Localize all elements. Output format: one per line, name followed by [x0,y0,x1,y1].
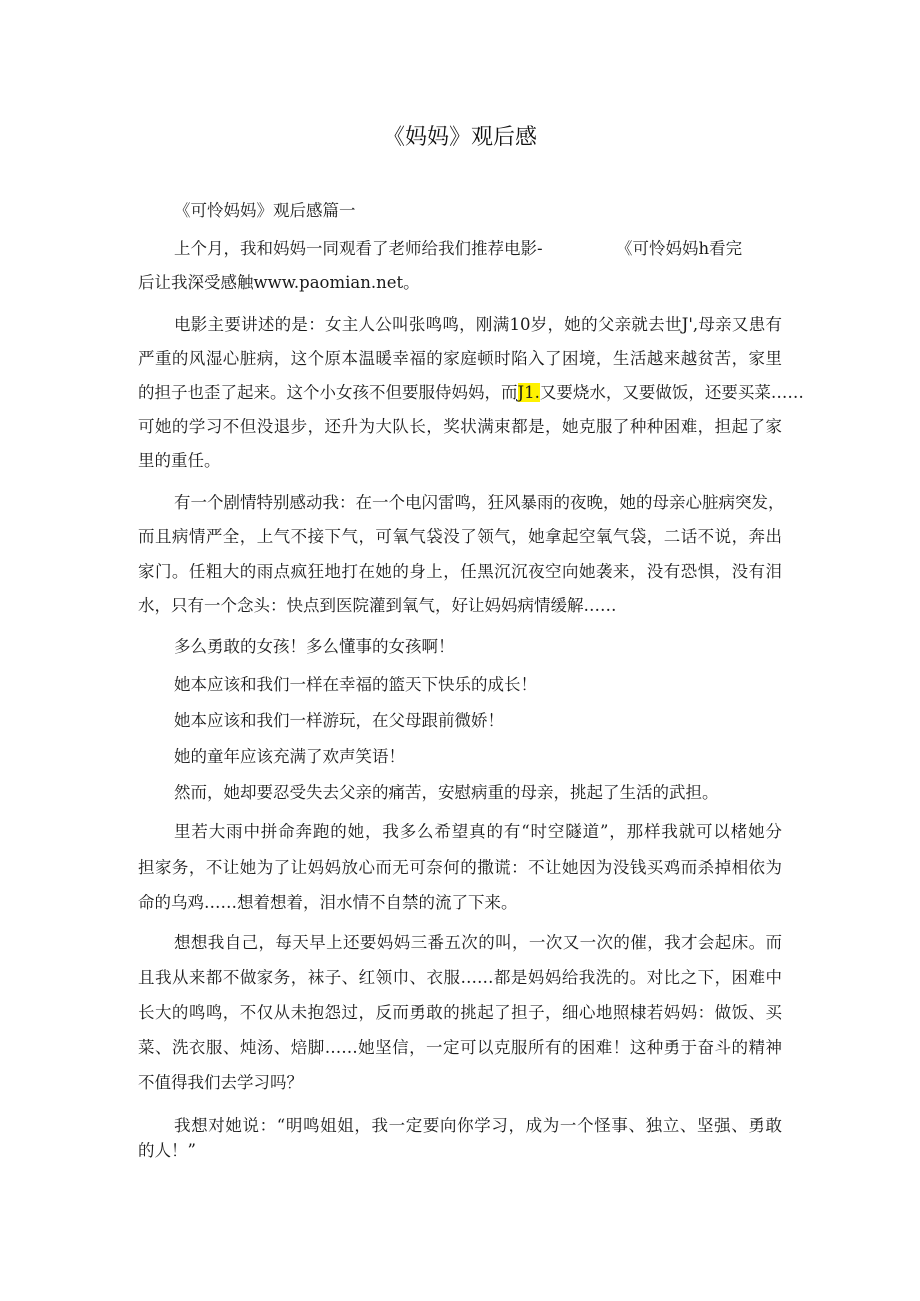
document-title: 《妈妈》观后感 [382,125,537,150]
paragraph-1-line-2: 后让我深受感触www.paomian.net。 [138,273,420,292]
paragraph-10-line-2: 且我从来都不做家务，袜子、红领巾、衣服……都是妈妈给我洗的。对比之下，困难中 [138,968,782,987]
paragraph-7: 她的童年应该充满了欢声笑语！ [174,747,405,766]
paragraph-9-line-1: 里若大雨中拼命奔跑的她，我多么希望真的有“时空隧道”，那样我就可以楮她分 [174,822,782,841]
paragraph-10-line-3: 长大的鸣鸣，不仅从未抱怨过，反而勇敢的挑起了担子，细心地照棣若妈妈：做饭、买 [138,1003,782,1022]
paragraph-2-line-4: 可她的学习不但没退步，还升为大队长，奖状满束都是，她克服了种种困难，担起了家 [138,417,782,436]
paragraph-2-line-2: 严重的风湿心脏病，这个原本温暖幸福的家庭顿时陷入了困境，生活越来越贫苦，家里 [138,349,782,368]
paragraph-11-line-2: 的人！” [138,1141,196,1160]
paragraph-2-line-3-text-b: 又要烧水，又要做饭，还要买菜…… [539,383,804,402]
paragraph-5: 她本应该和我们一样在幸福的篮天下快乐的成长！ [174,675,537,694]
paragraph-1-line-1b: 《可怜妈妈h看完 [616,239,743,258]
paragraph-10-line-5: 不值得我们去学习吗？ [138,1073,303,1092]
paragraph-10-line-4: 菜、洗衣服、炖汤、焙脚……她坚信，一定可以克服所有的困难！这种勇于奋斗的精神 [138,1038,782,1057]
paragraph-9-line-3: 命的乌鸡……想着想着，泪水情不自禁的流了下来。 [138,893,518,912]
paragraph-3-line-3: 家门。任粗大的雨点疯狂地打在她的身上，任黑沉沉夜空向她袭来，没有恐惧，没有泪 [138,562,782,581]
paragraph-3-line-2: 而且病情严全，上气不接下气，可氧气袋没了领气，她拿起空氧气袋，二话不说，奔出 [138,527,782,546]
paragraph-2-line-3 [138,381,804,405]
paragraph-2-line-3-text-a: 的担子也歪了起来。这个小女孩不但要服侍妈妈，而 [138,383,518,402]
paragraph-10-line-1: 想想我自己，每天早上还要妈妈三番五次的叫，一次又一次的催，我才会起床。而 [174,933,782,952]
paragraph-9-line-2: 担家务，不让她为了让妈妈放心而无可奈何的撒谎：不让她因为没钱买鸡而杀掉相依为 [138,858,782,877]
paragraph-6: 她本应该和我们一样游玩，在父母跟前微娇！ [174,711,504,730]
paragraph-11-line-1: 我想对她说：“明鸣姐姐，我一定要向你学习，成为一个怪事、独立、坚强、勇敢 [174,1116,782,1135]
paragraph-1-line-1a: 上个月，我和妈妈一同观看了老师给我们推荐电影- [174,239,543,258]
paragraph-2-line-5: 里的重任。 [138,451,221,470]
paragraph-3-line-4: 水，只有一个念头：快点到医院灌到氧气，好让妈妈病情缓解…… [138,596,617,615]
paragraph-8: 然而，她却要忍受失去父亲的痛苦，安慰病重的母亲，挑起了生活的武担。 [174,783,719,802]
section-heading: 《可怜妈妈》观后感篇一 [174,201,356,220]
paragraph-2-line-1: 电影主要讲述的是：女主人公叫张鸣鸣，刚满10岁，她的父亲就去世J',母亲又患有 [174,315,782,334]
paragraph-4: 多么勇敢的女孩！多么懂事的女孩啊！ [174,637,455,656]
highlighted-text: J1. [517,383,540,402]
paragraph-3-line-1: 有一个剧情特别感动我：在一个电闪雷鸣，狂风暴雨的夜晚，她的母亲心脏病突发， [174,493,785,512]
